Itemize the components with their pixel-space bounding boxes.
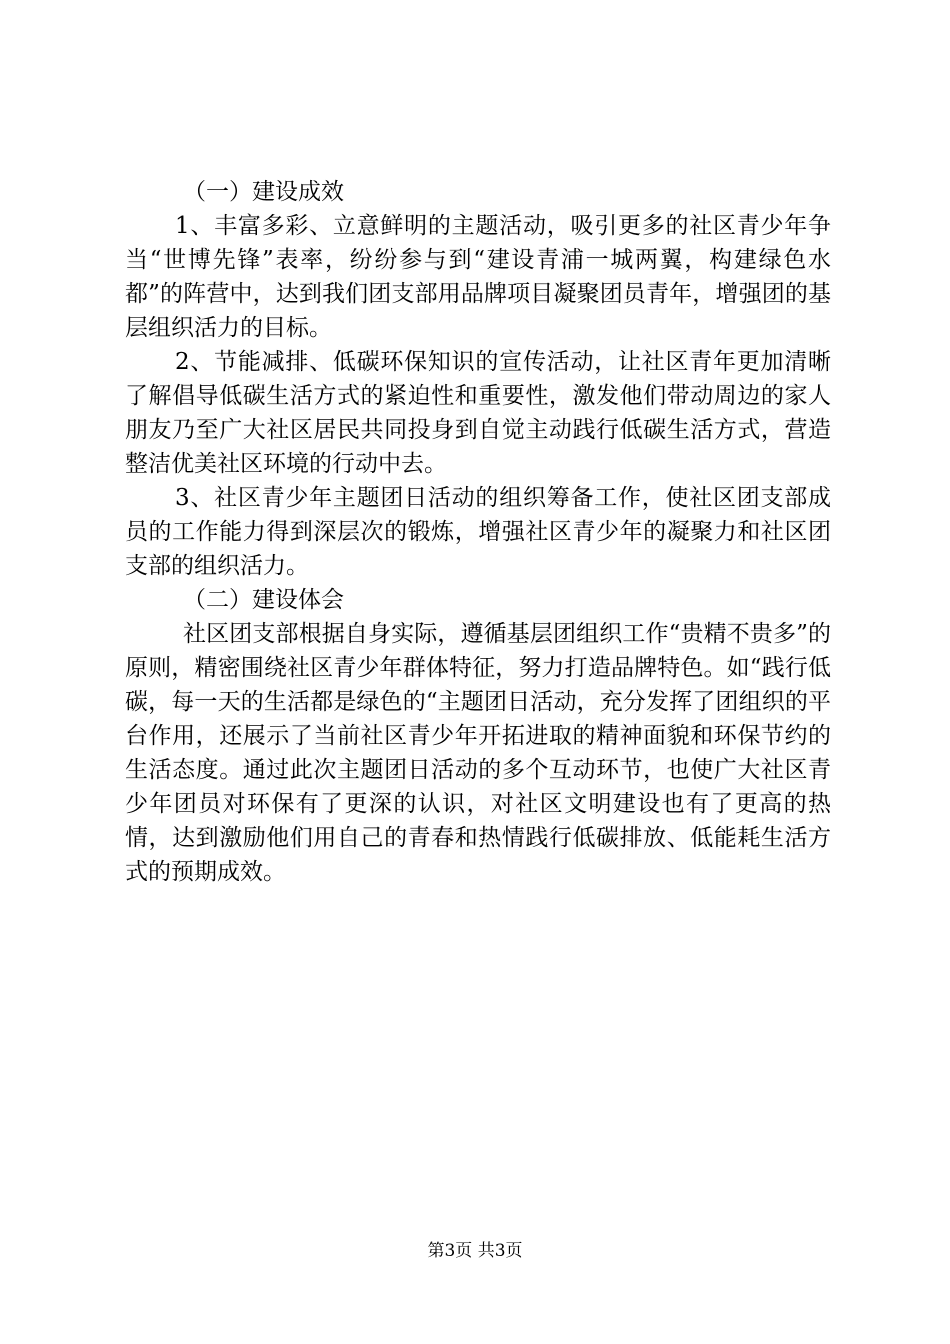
paragraph-experience: 社区团支部根据自身实际，遵循基层团组织工作“贵精不贵多”的原则，精密围绕社区青少年群体特征，努力打造品牌特色。如“践行低碳，每一天的生活都是绿色的“主题团日活动，充分发挥了团组织的平台作用，还展示了当前社区青少年开拓进取的精神面貌和环保节约的生活态度。通过此次主题团日活动的多个互动环节，也使广大社区青少年团员对环保有了更深的认识，对社区文明建设也有了更高的热情，达到激励他们用自己的青春和热情践行低碳排放、低能耗生活方式的预期成效。 — [125, 621, 831, 885]
section-heading-achievements: （一）建设成效 — [183, 179, 344, 205]
section-heading-experience: （二）建设体会 — [183, 587, 344, 613]
document-body — [125, 175, 831, 889]
page-footer: 第3页 共3页 — [427, 1241, 523, 1261]
paragraph-achievement-3: 3、社区青少年主题团日活动的组织筹备工作，使社区团支部成员的工作能力得到深层次的锻炼，增强社区青少年的凝聚力和社区团支部的组织活力。 — [125, 485, 831, 579]
paragraph-achievement-2: 2、节能减排、低碳环保知识的宣传活动，让社区青年更加清晰了解倡导低碳生活方式的紧迫性和重要性，激发他们带动周边的家人朋友乃至广大社区居民共同投身到自觉主动践行低碳生活方式，营造整洁优美社区环境的行动中去。 — [125, 349, 831, 477]
paragraph-achievement-1: 1、丰富多彩、立意鲜明的主题活动，吸引更多的社区青少年争当“世博先锋”表率，纷纷参与到“建设青浦一城两翼，构建绿色水都”的阵营中，达到我们团支部用品牌项目凝聚团员青年，增强团的基层组织活力的目标。 — [125, 213, 831, 341]
